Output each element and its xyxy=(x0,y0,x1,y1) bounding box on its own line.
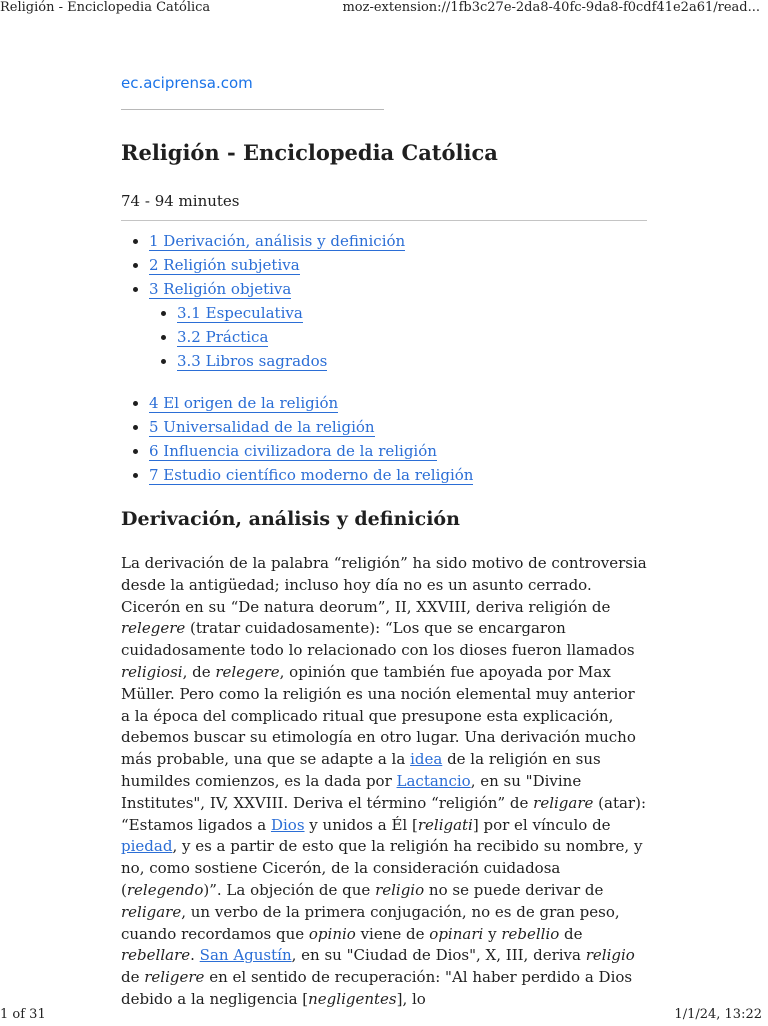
toc-item xyxy=(149,415,647,439)
toc-link[interactable]: 7 Estudio científico moderno de la religión xyxy=(149,466,474,484)
print-footer-timestamp: 1/1/24, 13:22 xyxy=(674,1007,762,1022)
body-paragraph xyxy=(121,553,647,1011)
italic-term: negligentes xyxy=(308,989,397,1008)
toc-link[interactable]: 3 Religión objetiva xyxy=(149,280,292,298)
text-run: , en su "Divine Institutes", IV, XXVIII. Deriva el término “religión” de xyxy=(121,771,582,812)
text-run: de la religión en sus humildes comienzos, es la dada por xyxy=(121,750,601,790)
toc-link[interactable]: 6 Influencia civilizadora de la religión xyxy=(149,442,437,460)
italic-term: opinari xyxy=(429,924,484,943)
print-footer-page: 1 of 31 xyxy=(0,1007,46,1022)
toc-link[interactable]: 4 El origen de la religión xyxy=(149,394,339,412)
italic-term: rebellio xyxy=(501,924,560,943)
toc-item xyxy=(149,439,647,463)
italic-term: opinio xyxy=(308,924,356,943)
toc-subitem xyxy=(177,301,647,325)
inline-link-dios[interactable]: Dios xyxy=(270,815,305,834)
toc-item xyxy=(149,253,647,277)
inline-link-piedad[interactable]: piedad xyxy=(121,837,173,856)
text-run: viene de xyxy=(355,924,430,943)
italic-term: religare xyxy=(121,902,182,921)
toc-item xyxy=(149,229,647,253)
italic-term: relegere xyxy=(215,662,280,681)
toc-link[interactable]: 1 Derivación, análisis y definición xyxy=(149,232,406,250)
source-domain-link[interactable]: ec.aciprensa.com xyxy=(121,74,253,92)
divider xyxy=(121,220,647,221)
toc-link[interactable]: 3.3 Libros sagrados xyxy=(177,352,328,370)
text-run: , opinión que también fue apoyada por Max Müller. Pero como la religión es una noción elemental muy anterior a la época del complicado ritual que presupone esta explicación, debemos buscar su etimología en otro lugar. Una derivación mucho más probable, una que se adapte a la xyxy=(121,662,636,769)
text-run: y unidos a Él [ xyxy=(304,815,418,834)
text-run: , y es a partir de esto que la religión ha recibido su nombre, y no, como sostiene Cicerón, de la consideración cuidadosa ( xyxy=(121,837,643,899)
toc-link[interactable]: 2 Religión subjetiva xyxy=(149,256,300,274)
text-run: (atar): “Estamos ligados a xyxy=(121,793,647,834)
inline-link-san-agustin[interactable]: San Agustín xyxy=(199,946,292,965)
text-run: , de xyxy=(182,662,216,681)
text-run: La derivación de la palabra “religión” ha sido motivo de controversia desde la antigüedad; incluso hoy día no es un asunto cerrado. Cicerón en su “De natura deorum”, II, XXVIII, deriva religión de xyxy=(121,554,647,616)
toc-link[interactable]: 5 Universalidad de la religión xyxy=(149,418,375,436)
toc-link[interactable]: 3.2 Práctica xyxy=(177,328,269,346)
italic-term: relegere xyxy=(121,619,186,638)
text-run: no se puede derivar de xyxy=(424,880,604,899)
text-run: (tratar cuidadosamente): “Los que se encargaron cuidadosamente todo lo relacionado con los dioses fueron llamados xyxy=(121,619,635,660)
text-run: de xyxy=(559,924,583,943)
italic-term: religere xyxy=(144,968,205,987)
italic-term: religiosi xyxy=(121,662,183,681)
text-run: , en su "Ciudad de Dios", X, III, deriva xyxy=(291,946,586,965)
print-header-title: Religión - Enciclopedia Católica xyxy=(0,0,211,15)
inline-link-idea[interactable]: idea xyxy=(410,750,443,769)
italic-term: religare xyxy=(533,793,594,812)
italic-term: relegendo xyxy=(126,880,204,899)
reading-time: 74 - 94 minutes xyxy=(121,192,240,210)
text-run: . xyxy=(190,946,200,965)
table-of-contents xyxy=(121,229,647,487)
text-run: )”. La objeción de que xyxy=(203,880,376,899)
italic-term: religati xyxy=(417,815,473,834)
italic-term: religio xyxy=(375,880,425,899)
text-run: y xyxy=(483,924,502,943)
text-run: en el sentido de recuperación: "Al haber perdido a Dios debido a la negligencia [ xyxy=(121,968,633,1008)
toc-subitem xyxy=(177,349,647,373)
toc-item xyxy=(149,463,647,487)
article-title: Religión - Enciclopedia Católica xyxy=(121,140,498,165)
divider xyxy=(121,109,384,110)
text-run: , un verbo de la primera conjugación, no es de gran peso, cuando recordamos que xyxy=(121,902,620,943)
toc-subitem xyxy=(177,325,647,349)
toc-link[interactable]: 3.1 Especulativa xyxy=(177,304,303,322)
article xyxy=(121,72,647,1026)
italic-term: religio xyxy=(585,946,635,965)
toc-sublist xyxy=(149,301,647,373)
toc-item xyxy=(149,277,647,373)
italic-term: rebellare xyxy=(121,946,191,965)
text-run: ] por el vínculo de xyxy=(472,815,611,834)
toc-item xyxy=(149,391,647,415)
section-heading: Derivación, análisis y definición xyxy=(121,508,460,530)
inline-link-lactancio[interactable]: Lactancio xyxy=(396,771,471,790)
print-header-url: moz-extension://1fb3c27e-2da8-40fc-9da8-f0cdf41e2a61/read... xyxy=(342,0,760,15)
text-run: ], lo xyxy=(396,989,426,1008)
text-run: de xyxy=(121,968,145,987)
